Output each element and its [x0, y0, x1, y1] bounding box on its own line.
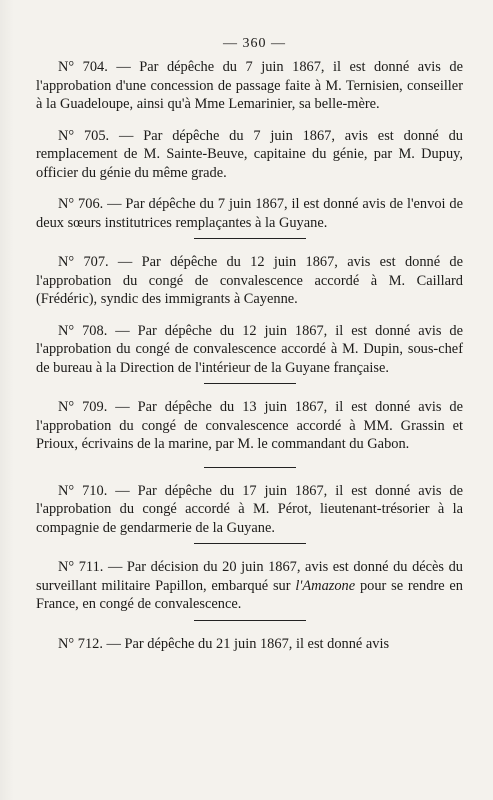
page-number: — 360 —: [223, 36, 286, 51]
ship-name: l'Amazone: [295, 577, 356, 594]
entry-706: N° 706. — Par dépêche du 7 juin 1867, il est donné avis de l'envoi de deux sœurs institutrices remplaçantes à la Guyane.: [36, 196, 463, 231]
entry-711-text-after: pour se rendre en France, en congé de convalescence.: [36, 577, 463, 612]
entry-704: N° 704. — Par dépêche du 7 juin 1867, il est donné avis de l'approbation d'une concession de passage faite à M. Ternisien, conseiller à la Guadeloupe, ainsi qu'à Mme Lemarinier, sa belle-mère.: [36, 59, 463, 112]
entry-711: [36, 558, 463, 614]
section-divider: [194, 238, 306, 239]
section-divider: [194, 620, 306, 621]
entry-708: N° 708. — Par dépêche du 12 juin 1867, il est donné avis de l'approbation du congé de convalescence accordé à M. Dupin, sous-chef de bureau à la Direction de l'intérieur de la Guyane française.: [36, 322, 463, 376]
entry-712: N° 712. — Par dépêche du 21 juin 1867, il est donné avis: [58, 635, 390, 652]
entry-710: N° 710. — Par dépêche du 17 juin 1867, il est donné avis de l'approbation du congé accordé à M. Pérot, lieutenant-trésorier à la compagnie de gendarmerie de la Guyane.: [36, 482, 463, 536]
entry-707: N° 707. — Par dépêche du 12 juin 1867, avis est donné de l'approbation du congé de convalescence accordé à M. Caillard (Frédéric), syndic des immigrants à Cayenne.: [36, 254, 463, 307]
section-divider: [204, 383, 296, 384]
entry-705: N° 705. — Par dépêche du 7 juin 1867, avis est donné du remplacement de M. Sainte-Beuve, capitaine du génie, par M. Dupuy, officier du génie du même grade.: [36, 127, 463, 181]
entry-711-text-before: N° 711. — Par décision du 20 juin 1867, avis est donné du décès du surveillant militaire Papillon, embarqué sur: [36, 559, 463, 594]
entry-709: N° 709. — Par dépêche du 13 juin 1867, il est donné avis de l'approbation du congé de convalescence accordé à MM. Grassin et Prioux, écrivains de la marine, par M. le commandant du Gabon.: [36, 399, 463, 452]
section-divider: [194, 543, 306, 544]
section-divider: [204, 467, 296, 468]
